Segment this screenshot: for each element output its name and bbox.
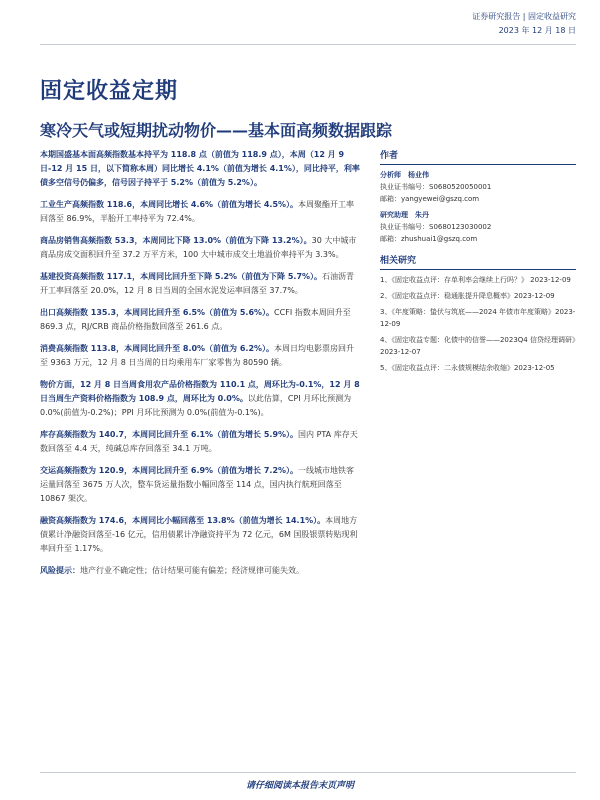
para-body: 30 大中城市商品房成交面积回升至 37.2 万平方米，100 大中城市成交土地溢价率持平为 3.3%。 (40, 236, 357, 259)
report-date: 2023 年 12 月 18 日 (498, 26, 576, 35)
para-lead: 物价方面，12 月 8 日当周食用农产品价格指数为 110.1 点，周环比为-0.1%，12 月 8 日当周生产资料价格指数为 108.9 点，周环比为 0.0%。 (40, 380, 360, 403)
related-item[interactable]: 2、《固定收益点评：稳通胀提升降息概率》2023-12-09 (380, 292, 555, 300)
paragraph (40, 234, 362, 262)
paragraph (40, 270, 362, 298)
risk-warning (40, 564, 362, 578)
report-header (472, 10, 576, 38)
para-lead: 库存高频指数为 140.7，本周同比回升至 6.1%（前值为增长 5.9%）。 (40, 430, 299, 439)
paragraph (40, 428, 362, 456)
report-subtitle: 寒冷天气或短期扰动物价——基本面高频数据跟踪 (40, 121, 393, 140)
paragraph (40, 148, 362, 190)
related-item[interactable]: 3、《年度策略：蛰伏与筑底——2024 年债市年度策略》2023-12-09 (380, 308, 576, 328)
author-email[interactable]: 邮箱：yangyewei@gszq.com (380, 195, 480, 203)
paragraph (40, 514, 362, 556)
author-email[interactable]: 邮箱：zhushuai1@gszq.com (380, 235, 478, 243)
para-lead: 融资高频指数为 174.6，本周同比小幅回落至 13.8%（前值为增长 14.1%）。 (40, 516, 326, 525)
para-lead: 消费高频指数 113.8，本周同比回升至 8.0%（前值为 6.2%）。 (40, 344, 275, 353)
related-item[interactable]: 4、《固定收益专题：化债中的信誉——2023Q4 信贷经理调研》2023-12-07 (380, 336, 576, 356)
author-name: 分析师 杨业伟 (380, 171, 429, 179)
para-lead: 风险提示： (40, 566, 80, 575)
para-lead: 出口高频指数 135.3，本周同比回升至 6.5%（前值为 5.6%）。 (40, 308, 275, 317)
para-body: 本周地方债累计净融资回落至-16 亿元，信用债累计净融资持平为 72 亿元，6M 国股银票转贴现利率回升至 1.17%。 (40, 516, 358, 553)
related-research (380, 255, 576, 374)
report-category-title: 固定收益定期 (40, 79, 179, 104)
author-license: 执业证书编号：S0680520050001 (380, 183, 492, 191)
author-entry (380, 209, 576, 245)
sidebar (380, 150, 576, 378)
paragraph (40, 378, 362, 420)
related-item[interactable]: 1、《固定收益点评：存单利率会继续上行吗？》 2023-12-09 (380, 276, 571, 284)
para-lead: 交运高频指数为 120.9，本周同比回升至 6.9%（前值为增长 7.2%）。 (40, 466, 299, 475)
paragraph (40, 306, 362, 334)
paragraph (40, 342, 362, 370)
report-type: 证券研究报告 | 固定收益研究 (472, 12, 576, 21)
para-lead: 工业生产高频指数 118.6，本周同比增长 4.6%（前值为增长 4.5%）。 (40, 200, 299, 209)
para-lead: 本期国盛基本面高频指数基本持平为 118.8 点（前值为 118.9 点），本周（12 月 9 日-12 月 15 日，以下简称本周）同比增长 4.1%（前值为增长 4.1%），同比持平，利率债多空信号仍偏多，信号因子持平于 5.2%（前值为 5.2%）。 (40, 150, 360, 187)
related-item[interactable]: 5、《固定收益点评：二永债规模结余收缩》2023-12-05 (380, 364, 555, 372)
para-lead: 基建投资高频指数 117.1，本周同比回升至下降 5.2%（前值为下降 5.7%）。 (40, 272, 323, 281)
footer-disclaimer: 请仔细阅读本报告末页声明 (245, 781, 354, 791)
footer-divider (40, 772, 576, 773)
paragraph (40, 198, 362, 226)
related-heading: 相关研究 (380, 255, 576, 270)
para-body: CCFI 指数本周回升至 869.3 点，RJ/CRB 商品价格指数回落至 261.6 点。 (40, 308, 351, 331)
para-body: 石油沥青开工率回落至 20.0%，12 月 8 日当周的全国水泥发运率回落至 37.7%。 (40, 272, 355, 295)
para-body: 以此估算，CPI 月环比预测为 0.0%(前值为-0.2%)；PPI 月环比预测为 0.0%(前值为-0.1%)。 (40, 394, 352, 417)
header-divider (40, 44, 576, 45)
para-body: 一线城市地铁客运量回落至 3675 万人次，整车货运量指数小幅回落至 114 点，国内执行航班回落至 10867 架次。 (40, 466, 355, 503)
para-body: 本周聚酯开工率回落至 86.9%，半胎开工率持平为 72.4%。 (40, 200, 355, 223)
para-lead: 商品房销售高频指数 53.3，本周同比下降 13.0%（前值为下降 13.2%）。 (40, 236, 312, 245)
author-entry (380, 169, 576, 205)
para-body: 本周日均电影票房回升至 9363 万元，12 月 8 日当周的日均乘用车厂家零售为 80590 辆。 (40, 344, 355, 367)
para-body: 国内 PTA 库存天数回落至 4.4 天，纯碱总库存回落至 34.1 万吨。 (40, 430, 358, 453)
main-content (40, 148, 362, 586)
author-name: 研究助理 朱丹 (380, 211, 429, 219)
authors-heading: 作者 (380, 150, 576, 165)
para-body: 地产行业不确定性；估计结果可能有偏差；经济规律可能失效。 (80, 566, 304, 575)
paragraph (40, 464, 362, 506)
author-license: 执业证书编号：S0680123030002 (380, 223, 492, 231)
